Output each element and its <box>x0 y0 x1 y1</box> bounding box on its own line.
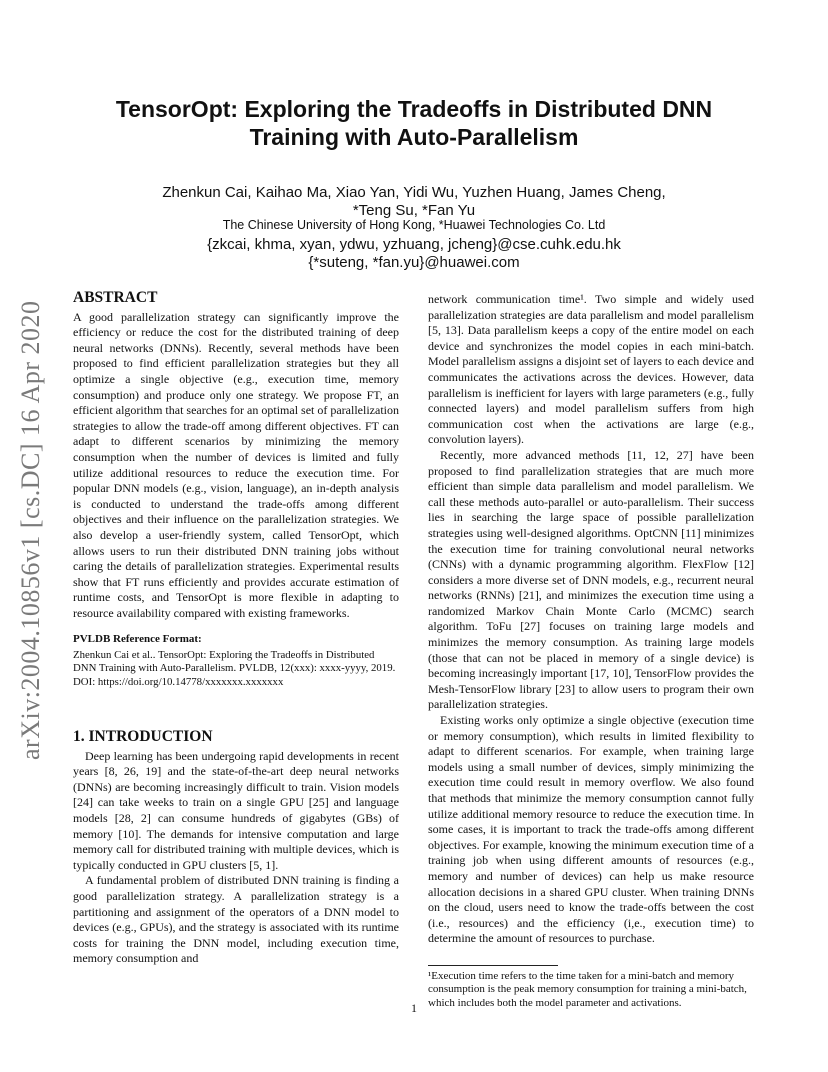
paper-title <box>90 95 738 151</box>
title-line-1: TensorOpt: Exploring the Tradeoffs in Distributed DNN <box>115 96 713 122</box>
authors-line-1: Zhenkun Cai, Kaihao Ma, Xiao Yan, Yidi Wu, Yuzhen Huang, James Cheng, <box>162 184 666 201</box>
author-list <box>100 184 728 220</box>
footnote-divider <box>428 965 558 966</box>
intro-paragraph-2: A fundamental problem of distributed DNN training is finding a good parallelization strategy. A parallelization strategy is a partitioning and assignment of the operators of a DNN model to devices (e.g., GPUs), and the strategy is associated with its runtime costs for training the DNN model, including execution time, memory consumption and <box>73 873 399 966</box>
footnote: ¹Execution time refers to the time taken for a mini-batch and memory consumption is the peak memory consumption for training a mini-batch, which includes both the model parameter and activations. <box>428 969 747 1009</box>
page-number: 1 <box>411 1001 417 1015</box>
pvldb-citation: Zhenkun Cai et al.. TensorOpt: Exploring the Tradeoffs in Distributed DNN Training with Auto-Parallelism. PVLDB, 12(xxx): xxxx-yyyy, 2019. <box>73 648 396 675</box>
right-paragraph-2: Recently, more advanced methods [11, 12, 27] have been proposed to find parallelization strategies that are much more efficient than simple data parallelism and model parallelism. We call these methods auto-parallel or auto-parallelism. Their success lies in searching the large space of possible parallelization strategies using well-designed algorithms. OptCNN [11] minimizes the execution time for training convolutional neural networks (CNNs) with a dynamic programming algorithm. FlexFlow [12] considers a more diverse set of DNN models, e.g., recurrent neural networks (RNNs) [21], and minimizes the execution time using a randomized Markov Chain Monte Carlo (MCMC) search algorithm. ToFu [27] focuses on training large models and minimizes the memory consumption. As training large models (those that can not be placed in memory of a single device) is becoming increasingly important [17, 10], TensorFlow provides the Mesh-TensorFlow library [23] to allow users to program their own parallelization strategies. <box>428 447 754 712</box>
emails-line-1: {zkcai, khma, xyan, ydwu, yzhuang, jcheng}@cse.cuhk.edu.hk <box>207 236 621 253</box>
authors-line-2: *Teng Su, *Fan Yu <box>352 202 476 219</box>
arxiv-identifier: arXiv:2004.10856v1 [cs.DC] 16 Apr 2020 <box>16 300 45 760</box>
intro-paragraph-1: Deep learning has been undergoing rapid developments in recent years [8, 26, 19] and the state-of-the-art deep neural networks (DNNs) are becoming increasingly difficult to train. Vision models [24] can take weeks to train on a single GPU [25] and language models [28, 2] can consume hundreds of gigabytes (GBs) of memory [10]. The demands for intensive computation and large memory call for distributed training with multiple devices, which is typically conducted in GPU clusters [5, 1]. <box>73 748 399 872</box>
pvldb-doi: DOI: https://doi.org/10.14778/xxxxxxx.xxxxxxx <box>73 675 284 688</box>
author-emails <box>100 236 728 272</box>
emails-line-2: {*suteng, *fan.yu}@huawei.com <box>308 254 520 271</box>
introduction-heading: 1. INTRODUCTION <box>73 728 213 746</box>
pvldb-reference <box>73 633 399 689</box>
affiliation: The Chinese University of Hong Kong, *Huawei Technologies Co. Ltd <box>222 218 606 232</box>
right-paragraph-3: Existing works only optimize a single objective (execution time or memory consumption), which results in limited flexibility to adapt to different scenarios. For example, when training large models using a small number of devices, simply minimizing the execution time could result in memory overflow. We also found that methods that minimize the memory consumption cannot fully utilize additional memory resource to reduce the execution time. In some cases, it is important to track the trade-offs among different objectives. For example, knowing the minimum execution time of a training job when using different amounts of resources (e.g., memory and number of devices) can help us make resource allocation decisions in a shared GPU cluster. When training DNNs on the cloud, users need to know the trade-offs between the cost (i.e., resources) and the efficiency (i,e., execution time) to determine the amount of resources to purchase. <box>428 713 754 946</box>
right-paragraph-1: network communication time¹. Two simple and widely used parallelization strategies are data parallelism and model parallelism [5, 13]. Data parallelism keeps a copy of the entire model on each device and synchronizes the model copies in each mini-batch. Model parallelism assigns a disjoint set of layers to each device and communicates the activations across the devices. However, data parallelism is inefficient for layers with large parameters (e.g., fully connected layers) and model parallelism suffers from high communication cost when the activations are large (e.g., convolution layers). <box>428 292 754 447</box>
abstract-heading: ABSTRACT <box>73 289 158 306</box>
title-line-2: Training with Auto-Parallelism <box>249 124 579 150</box>
left-column <box>73 290 399 967</box>
pvldb-heading: PVLDB Reference Format: <box>73 633 202 646</box>
abstract-text: A good parallelization strategy can significantly improve the efficiency or reduce the cost for the distributed training of deep neural networks (DNNs). Recently, several methods have been proposed to find efficient parallelization strategies but they all optimize a single objective (e.g., execution time, memory consumption) and produce only one strategy. We propose FT, an efficient algorithm that searches for an optimal set of parallelization strategies to allow the trade-off among different objectives. FT can adapt to different scenarios by minimizing the memory consumption when the number of devices is limited and fully utilize additional resources to reduce the execution time. For popular DNN models (e.g., vision, language), an in-depth analysis is conducted to understand the trade-offs among different objectives and their influence on the parallelization strategies. We also develop a user-friendly system, called TensorOpt, which allows users to run their distributed DNN training jobs without caring the details of parallelization strategies. Experimental results show that FT runs efficiently and provides accurate estimation of runtime costs, and TensorOpt is more flexible in adapting to resource availability compared with existing frameworks. <box>73 309 399 620</box>
right-column <box>428 292 754 1010</box>
